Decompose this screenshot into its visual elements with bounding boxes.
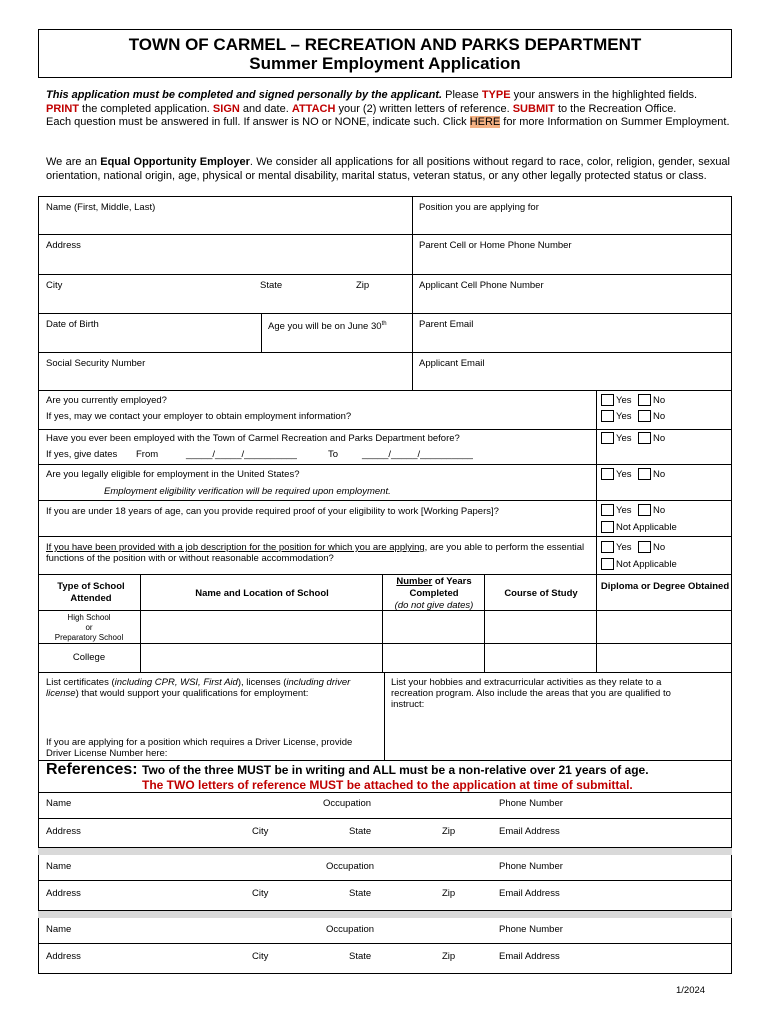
divider	[38, 464, 732, 465]
ref3-email[interactable]: Email Address	[499, 951, 560, 962]
col-years-u: Number	[396, 576, 433, 587]
yes-label: Yes	[616, 469, 632, 480]
functions-no-checkbox[interactable]	[638, 541, 651, 553]
ref3-zip[interactable]: Zip	[442, 951, 456, 962]
driver-license-field[interactable]: If you are applying for a position which requires a Driver License, provide Driver License Number here:	[46, 737, 353, 759]
q-contact-employer: If yes, may we contact your employer to obtain employment information?	[46, 411, 352, 422]
application-form	[38, 196, 732, 1002]
more-info: for more Information on Summer Employment.	[500, 116, 730, 128]
row-college: College	[72, 652, 106, 663]
divider	[38, 500, 732, 501]
attach-word: ATTACH	[291, 102, 336, 115]
cert-i1: including CPR, WSI, First Aid	[114, 677, 238, 688]
name-field[interactable]: Name (First, Middle, Last)	[46, 202, 156, 213]
no-label: No	[653, 411, 666, 422]
yes-label: Yes	[616, 433, 632, 444]
yes-label: Yes	[616, 542, 632, 553]
ref2-city[interactable]: City	[252, 888, 269, 899]
from-label: From	[136, 449, 159, 460]
q5-rest: , are you able to perform the essential functions of the position with or without reasonable accommodation?	[46, 542, 585, 564]
q5-underlined: If you have been provided with a job description for the position for which you are applying	[46, 542, 425, 553]
papers-no-checkbox[interactable]	[638, 504, 651, 516]
type-word: TYPE	[481, 89, 511, 101]
sign-rest: and date.	[239, 102, 292, 115]
no-label: No	[653, 542, 666, 553]
ref1-phone[interactable]: Phone Number	[499, 798, 563, 809]
eeo-statement	[46, 156, 730, 183]
q-employed: Are you currently employed?	[46, 395, 167, 406]
ref1-zip[interactable]: Zip	[442, 826, 456, 837]
ref2-zip[interactable]: Zip	[442, 888, 456, 899]
each-question: Each question must be answered in full. If answer is NO or NONE, indicate such. Click	[46, 116, 470, 128]
papers-na-checkbox[interactable]	[601, 521, 614, 533]
ref3-address[interactable]: Address	[46, 951, 81, 962]
divider	[38, 313, 732, 314]
col-school-type: Type of School Attended	[57, 581, 125, 604]
city-field[interactable]: City	[46, 280, 63, 291]
ref2-occupation[interactable]: Occupation	[326, 861, 375, 872]
separator-band	[38, 911, 732, 918]
ref1-name[interactable]: Name	[46, 798, 72, 809]
no-label: No	[653, 395, 666, 406]
here-link[interactable]: HERE	[469, 116, 501, 128]
eligible-no-checkbox[interactable]	[638, 468, 651, 480]
ssn-field[interactable]: Social Security Number	[46, 358, 146, 369]
divider	[140, 574, 141, 672]
dob-field[interactable]: Date of Birth	[46, 319, 99, 330]
divider	[412, 196, 413, 390]
hs-line2: or	[85, 623, 93, 632]
ref1-state[interactable]: State	[349, 826, 372, 837]
ref3-phone[interactable]: Phone Number	[499, 924, 563, 935]
col-years	[384, 576, 484, 612]
ref2-state[interactable]: State	[349, 888, 372, 899]
zip-field[interactable]: Zip	[356, 280, 370, 291]
ref3-occupation[interactable]: Occupation	[326, 924, 375, 935]
divider	[382, 574, 383, 672]
divider	[38, 536, 732, 537]
divider	[38, 943, 732, 944]
q-essential-functions	[46, 542, 586, 564]
employed-no-checkbox[interactable]	[638, 394, 651, 406]
divider	[596, 574, 597, 672]
applicant-phone-field[interactable]: Applicant Cell Phone Number	[419, 280, 544, 291]
contact-no-checkbox[interactable]	[638, 410, 651, 422]
no-label: No	[653, 433, 666, 444]
papers-yes-checkbox[interactable]	[601, 504, 614, 516]
ref2-address[interactable]: Address	[46, 888, 81, 899]
functions-yes-checkbox[interactable]	[601, 541, 614, 553]
ref2-phone[interactable]: Phone Number	[499, 861, 563, 872]
address-field[interactable]: Address	[46, 240, 81, 251]
ref1-occupation[interactable]: Occupation	[323, 798, 372, 809]
divider	[384, 672, 385, 760]
divider	[484, 574, 485, 672]
yes-label: Yes	[616, 411, 632, 422]
col-course: Course of Study	[504, 588, 578, 599]
certificates-field[interactable]	[46, 677, 376, 699]
hs-line3: Preparatory School	[54, 633, 124, 642]
q-legally-eligible: Are you legally eligible for employment in the United States?	[46, 469, 300, 480]
references-heading: References:	[46, 761, 138, 778]
divider	[38, 910, 732, 911]
prior-no-checkbox[interactable]	[638, 432, 651, 444]
divider	[38, 643, 732, 644]
divider	[38, 429, 732, 430]
ref2-name[interactable]: Name	[46, 861, 72, 872]
submit-word: SUBMIT	[512, 102, 555, 115]
divider	[38, 274, 732, 275]
intro-p1-rest: your answers in the highlighted fields.	[510, 89, 698, 101]
contact-yes-checkbox[interactable]	[601, 410, 614, 422]
title-box	[38, 29, 732, 78]
no-label: No	[653, 505, 666, 516]
cert-b: ), licenses (	[237, 677, 287, 688]
col-diploma: Diploma or Degree Obtained	[600, 581, 730, 592]
sign-word: SIGN	[212, 102, 240, 115]
from-date-field[interactable]: _____/_____/__________	[186, 449, 297, 460]
q-prior-employment: Have you ever been employed with the Town of Carmel Recreation and Parks Department before?	[46, 433, 460, 444]
q-working-papers: If you are under 18 years of age, can you provide required proof of your eligibility to work [Working Papers]?	[46, 506, 499, 517]
revision-date: 1/2024	[676, 985, 706, 996]
age-label: Age you will be on June 30	[268, 321, 382, 333]
yes-label: Yes	[616, 395, 632, 406]
hobbies-field[interactable]: List your hobbies and extracurricular activities as they relate to a recreation program. Also include the areas that you are qualified to instruct:	[391, 677, 671, 710]
employed-yes-checkbox[interactable]	[601, 394, 614, 406]
eeo-bold: Equal Opportunity Employer	[100, 156, 250, 168]
divider	[261, 313, 262, 352]
col-years-rest: of Years Completed	[409, 576, 472, 599]
ref3-name[interactable]: Name	[46, 924, 72, 935]
divider	[38, 672, 732, 673]
divider	[38, 352, 732, 353]
state-field[interactable]: State	[260, 280, 283, 291]
cert-i2: including driver license	[46, 677, 351, 699]
na-label: Not Applicable	[616, 522, 677, 533]
divider	[38, 760, 732, 761]
applicant-email-field[interactable]: Applicant Email	[419, 358, 485, 369]
q-give-dates: If yes, give dates	[46, 449, 118, 460]
attach-rest: your (2) written letters of reference.	[335, 102, 513, 115]
ref2-email[interactable]: Email Address	[499, 888, 560, 899]
separator-band	[38, 848, 732, 855]
instructions	[46, 89, 730, 130]
col-school-name: Name and Location of School	[195, 588, 329, 599]
divider	[38, 574, 732, 575]
divider	[38, 792, 732, 793]
na-label: Not Applicable	[616, 559, 677, 570]
intro-please: Please	[442, 89, 482, 101]
functions-na-checkbox[interactable]	[601, 558, 614, 570]
ref1-city[interactable]: City	[252, 826, 269, 837]
divider	[38, 390, 732, 391]
references-attach-note: The TWO letters of reference MUST be attached to the application at time of submittal.	[142, 778, 633, 792]
intro-italic: This application must be completed and signed personally by the applicant.	[46, 89, 443, 101]
ref3-city[interactable]: City	[252, 951, 269, 962]
references-rule: Two of the three MUST be in writing and ALL must be a non-relative over 21 years of age.	[142, 763, 649, 777]
cert-c: ) that would support your qualifications for employment:	[75, 688, 309, 699]
cert-a: List certificates (	[46, 677, 115, 688]
eligibility-note: Employment eligibility verification will be required upon employment.	[104, 486, 391, 497]
divider	[38, 234, 732, 235]
row-high-school	[38, 613, 140, 643]
divider	[596, 390, 597, 574]
eeo-rest: . We consider all applications for all positions without regard to race, color, religion, gender, sexual orientation, national origin, age, physical or mental disability, marital status, veteran status, or any other legally protected status or class.	[46, 156, 730, 182]
divider	[38, 847, 732, 848]
page-title: TOWN OF CARMEL – RECREATION AND PARKS DEPARTMENT	[128, 35, 642, 54]
divider	[38, 818, 732, 819]
page-subtitle: Summer Employment Application	[249, 54, 521, 73]
hs-line1: High School	[67, 613, 111, 622]
yes-label: Yes	[616, 505, 632, 516]
age-sup: th	[381, 321, 387, 327]
submit-rest: to the Recreation Office.	[554, 102, 677, 115]
parent-phone-field[interactable]: Parent Cell or Home Phone Number	[419, 240, 572, 251]
prior-yes-checkbox[interactable]	[601, 432, 614, 444]
to-label: To	[328, 449, 339, 460]
ref1-email[interactable]: Email Address	[499, 826, 560, 837]
to-date-field[interactable]: _____/_____/__________	[362, 449, 473, 460]
print-rest: the completed application.	[79, 102, 213, 115]
parent-email-field[interactable]: Parent Email	[419, 319, 474, 330]
ref3-state[interactable]: State	[349, 951, 372, 962]
col-years-note: (do not give dates)	[394, 600, 474, 611]
eligible-yes-checkbox[interactable]	[601, 468, 614, 480]
eeo-lead: We are an	[46, 156, 101, 168]
divider	[38, 880, 732, 881]
ref1-address[interactable]: Address	[46, 826, 81, 837]
print-word: PRINT	[46, 102, 79, 115]
age-field[interactable]	[268, 319, 387, 332]
no-label: No	[653, 469, 666, 480]
position-field[interactable]: Position you are applying for	[419, 202, 539, 213]
